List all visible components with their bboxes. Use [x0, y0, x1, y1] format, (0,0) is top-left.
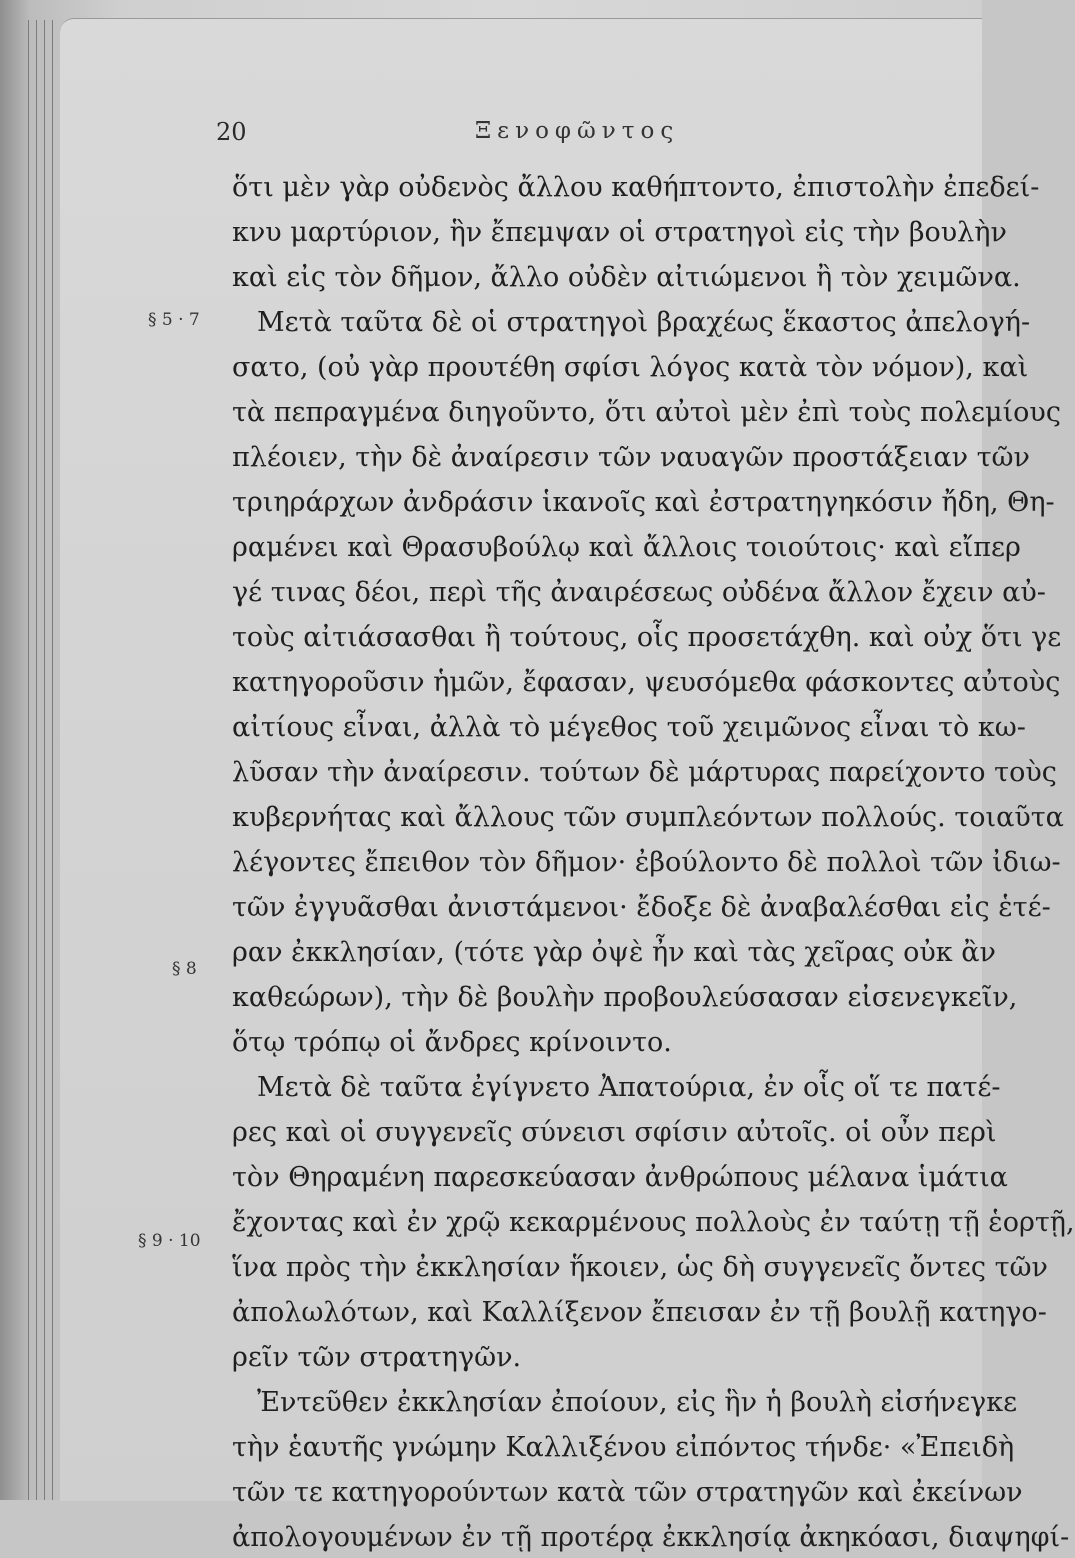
text-line: καὶ εἰς τὸν δῆμον, ἄλλο οὐδὲν αἰτιώμενοι ἢ τὸν χειμῶνα. — [232, 262, 1021, 293]
page-edge — [44, 20, 45, 1500]
text-line: Μετὰ δὲ ταῦτα ἐγίγνετο Ἀπατούρια, ἐν οἷς οἵ τε πατέ- — [257, 1072, 1001, 1103]
margin-section-ref: § 9 · 10 — [138, 1231, 201, 1251]
text-line: ρεῖν τῶν στρατηγῶν. — [232, 1342, 522, 1373]
text-line: Ἐντεῦθεν ἐκκλησίαν ἐποίουν, εἰς ἣν ἡ βουλὴ εἰσήνεγκε — [257, 1387, 1018, 1418]
text-line: λῦσαν τὴν ἀναίρεσιν. τούτων δὲ μάρτυρας παρείχοντο τοὺς — [232, 757, 1057, 788]
text-line: γέ τινας δέοι, περὶ τῆς ἀναιρέσεως οὐδένα ἄλλον ἔχειν αὐ- — [232, 577, 1046, 608]
margin-section-ref: § 5 · 7 — [148, 310, 200, 330]
text-line: κνυ μαρτύριον, ἣν ἔπεμψαν οἱ στρατηγοὶ εἰς τὴν βουλὴν — [232, 217, 1007, 248]
text-line: ὅτῳ τρόπῳ οἱ ἄνδρες κρίνοιντο. — [232, 1027, 672, 1058]
text-line: καθεώρων), τὴν δὲ βουλὴν προβουλεύσασαν εἰσενεγκεῖν, — [232, 982, 1018, 1013]
text-line: αἰτίους εἶναι, ἀλλὰ τὸ μέγεθος τοῦ χειμῶνος εἶναι τὸ κω- — [232, 712, 1026, 743]
text-line: ἔχοντας καὶ ἐν χρῷ κεκαρμένους πολλοὺς ἐν ταύτῃ τῇ ἑορτῇ, — [232, 1207, 1075, 1238]
text-line: Μετὰ ταῦτα δὲ οἱ στρατηγοὶ βραχέως ἕκαστος ἀπελογή- — [257, 307, 1031, 338]
text-line: τὰ πεπραγμένα διηγοῦντο, ὅτι αὐτοὶ μὲν ἐπὶ τοὺς πολεμίους — [232, 397, 1061, 428]
text-line: ραν ἐκκλησίαν, (τότε γὰρ ὀψὲ ἦν καὶ τὰς χεῖρας οὐκ ἂν — [232, 937, 996, 968]
page-edge — [28, 20, 29, 1500]
margin-section-ref: § 8 — [172, 959, 197, 979]
text-line: πλέοιεν, τὴν δὲ ἀναίρεσιν τῶν ναυαγῶν προστάξειαν τῶν — [232, 442, 1030, 473]
page-edge — [52, 20, 53, 1500]
page-edge — [36, 20, 37, 1500]
text-line: ὅτι μὲν γὰρ οὐδενὸς ἄλλου καθήπτοντο, ἐπιστολὴν ἐπεδεί- — [232, 172, 1040, 203]
page-header — [0, 118, 982, 158]
running-title: Ξενοφῶντος — [475, 118, 680, 144]
text-line: κυβερνήτας καὶ ἄλλους τῶν συμπλεόντων πολλούς. τοιαῦτα — [232, 802, 1064, 833]
text-line: τὸν Θηραμένη παρεσκεύασαν ἀνθρώπους μέλανα ἱμάτια — [232, 1162, 1008, 1193]
text-line: τῶν τε κατηγορούντων κατὰ τῶν στρατηγῶν καὶ ἐκείνων — [232, 1477, 1023, 1508]
text-line: κατηγοροῦσιν ἡμῶν, ἔφασαν, ψευσόμεθα φάσκοντες αὐτοὺς — [232, 667, 1061, 698]
page-number: 20 — [216, 118, 247, 146]
text-line: ἀπολογουμένων ἐν τῇ προτέρᾳ ἐκκλησίᾳ ἀκηκόασι, διαψηφί- — [232, 1522, 1070, 1553]
text-line: ἀπολωλότων, καὶ Καλλίξενον ἔπεισαν ἐν τῇ βουλῇ κατηγο- — [232, 1297, 1047, 1328]
text-line: ραμένει καὶ Θρασυβούλῳ καὶ ἄλλοις τοιούτοις· καὶ εἴπερ — [232, 532, 1021, 563]
text-line: τὴν ἑαυτῆς γνώμην Καλλιξένου εἰπόντος τήνδε· «Ἐπειδὴ — [232, 1432, 1015, 1463]
text-line: τῶν ἐγγυᾶσθαι ἀνιστάμενοι· ἔδοξε δὲ ἀναβαλέσθαι εἰς ἑτέ- — [232, 892, 1051, 923]
text-line: ρες καὶ οἱ συγγενεῖς σύνεισι σφίσιν αὐτοῖς. οἱ οὖν περὶ — [232, 1117, 997, 1148]
text-line: λέγοντες ἔπειθον τὸν δῆμον· ἐβούλοντο δὲ πολλοὶ τῶν ἰδιω- — [232, 847, 1061, 878]
text-line: σατο, (οὐ γὰρ προυτέθη σφίσι λόγος κατὰ τὸν νόμον), καὶ — [232, 352, 1029, 383]
text-line: τριηράρχων ἀνδράσιν ἱκανοῖς καὶ ἐστρατηγηκόσιν ἤδη, Θη- — [232, 487, 1055, 518]
text-line: τοὺς αἰτιάσασθαι ἢ τούτους, οἷς προσετάχθη. καὶ οὐχ ὅτι γε — [232, 622, 1062, 653]
text-line: ἵνα πρὸς τὴν ἐκκλησίαν ἥκοιεν, ὡς δὴ συγγενεῖς ὄντες τῶν — [232, 1252, 1048, 1283]
